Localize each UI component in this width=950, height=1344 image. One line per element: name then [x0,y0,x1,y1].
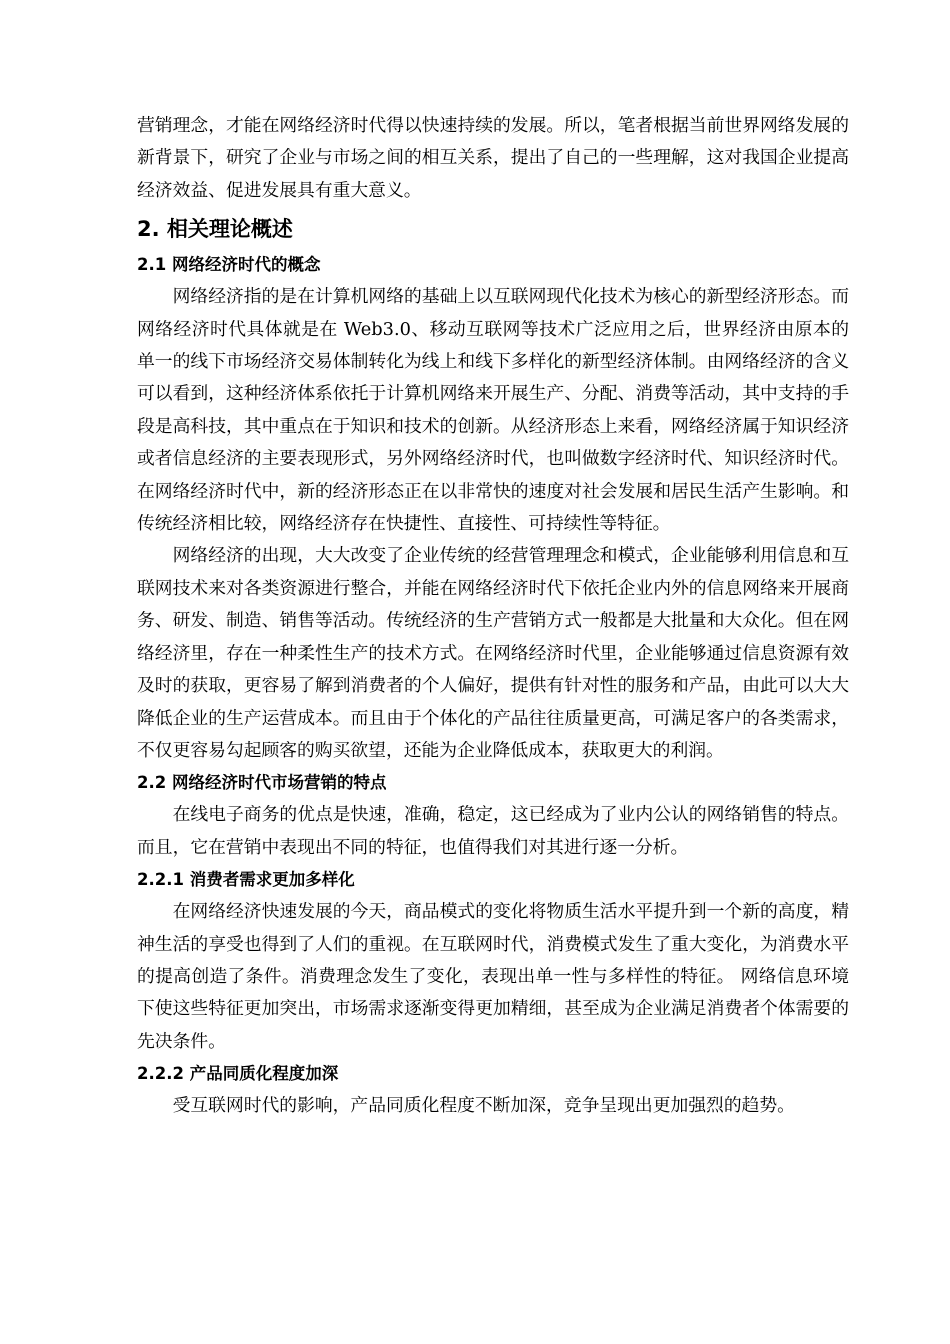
section-2-2-2-heading: 2.2.2 产品同质化程度加深 [137,1064,339,1084]
document-body [137,110,849,1123]
section-2-2-paragraph: 在线电子商务的优点是快速，准确，稳定，这已经成为了业内公认的网络销售的特点。而且，它在营销中表现出不同的特征，也值得我们对其进行逐一分析。 [137,804,849,858]
section-2-2-heading: 2.2 网络经济时代市场营销的特点 [137,773,387,793]
section-2-2-1-paragraph: 在网络经济快速发展的今天，商品模式的变化将物质生活水平提升到一个新的高度，精神生活的享受也得到了人们的重视。在互联网时代，消费模式发生了重大变化，为消费水平的提高创造了条件。消费理念发生了变化，表现出单一性与多样性的特征。 网络信息环境下使这些特征更加突出，市场需求逐渐变得更加精细，甚至成为企业满足消费者个体需要的先决条件。 [137,901,849,1052]
section-2-1-heading: 2.1 网络经济时代的概念 [137,255,321,275]
section-2-1-paragraph-1: 网络经济指的是在计算机网络的基础上以互联网现代化技术为核心的新型经济形态。而网络经济时代具体就是在 Web3.0、移动互联网等技术广泛应用之后，世界经济由原本的单一的线下市场经济交易体制转化为线上和线下多样化的新型经济体制。由网络经济的含义可以看到，这种经济体系依托于计算机网络来开展生产、分配、消费等活动，其中支持的手段是高科技，其中重点在于知识和技术的创新。从经济形态上来看，网络经济属于知识经济或者信息经济的主要表现形式，另外网络经济时代，也叫做数字经济时代、知识经济时代。在网络经济时代中，新的经济形态正在以非常快的速度对社会发展和居民生活产生影响。和传统经济相比较，网络经济存在快捷性、直接性、可持续性等特征。 [137,286,849,535]
section-2-heading: 2. 相关理论概述 [137,217,293,242]
intro-paragraph: 营销理念，才能在网络经济时代得以快速持续的发展。所以，笔者根据当前世界网络发展的新背景下，研究了企业与市场之间的相互关系，提出了自己的一些理解，这对我国企业提高经济效益、促进发展具有重大意义。 [137,115,849,201]
section-2-1-paragraph-2: 网络经济的出现，大大改变了企业传统的经营管理理念和模式，企业能够利用信息和互联网技术来对各类资源进行整合，并能在网络经济时代下依托企业内外的信息网络来开展商务、研发、制造、销售等活动。传统经济的生产营销方式一般都是大批量和大众化。但在网络经济里，存在一种柔性生产的技术方式。在网络经济时代里，企业能够通过信息资源有效及时的获取，更容易了解到消费者的个人偏好，提供有针对性的服务和产品，由此可以大大降低企业的生产运营成本。而且由于个体化的产品往往质量更高，可满足客户的各类需求，不仅更容易勾起顾客的购买欲望，还能为企业降低成本，获取更大的利润。 [137,545,849,761]
section-2-2-2-paragraph: 受互联网时代的影响，产品同质化程度不断加深，竞争呈现出更加强烈的趋势。 [172,1095,795,1117]
section-2-2-1-heading: 2.2.1 消费者需求更加多样化 [137,870,355,890]
